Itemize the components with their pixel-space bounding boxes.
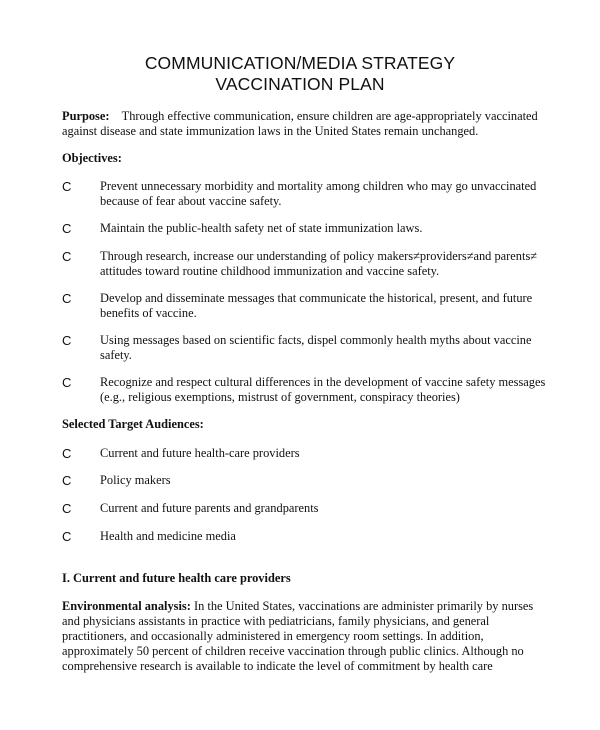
section-1-heading: I. Current and future health care providers [62, 571, 291, 585]
purpose-text: Through effective communication, ensure children are age-appropriately vaccinated against disease and state immunization laws in the United States remain unchanged. [62, 109, 538, 138]
target-audiences-heading: Selected Target Audiences: [62, 417, 204, 431]
document-title-line-1: COMMUNICATION/MEDIA STRATEGY [144, 53, 456, 73]
bullet-marker: C [62, 529, 72, 544]
purpose-label: Purpose: [62, 109, 110, 123]
objectives-heading: Objectives: [62, 151, 122, 165]
environmental-analysis-paragraph: Environmental analysis: In the United States, vaccinations are administer primarily by nurses and physicians assistants in practice with pediatricians, family physicians, and general practitioners, and occasionally administered in emergency room settings. In addition, approximately 50 percent of children receive vaccination through public clinics. Although no comprehensive research is available to indicate the level of commitment by health care [62, 599, 534, 673]
bullet-marker: C [62, 179, 72, 194]
document-page: COMMUNICATION/MEDIA STRATEGY VACCINATION PLAN Purpose: Through effective communication, ensure children are age-appropriately vaccinated against disease and state immunization laws in the United States remain unchanged. Objectives: C Prevent unnecessary morbidity and mortality among children who may go unvaccinated because of fear about vaccine safety. C Maintain the public-health safety net of state immunization laws. C Through research, increase our understanding of policy makers≠providers≠and parents≠ attitudes toward routine childhood immunization and vaccine safety. C Develop and disseminate messages that communicate the historical, present, and future benefits of vaccine. C Using messages based on scientific facts, dispel commonly health myths about vaccine safety. C Recognize and respect cultural differences in the development of vaccine safety messages (e.g., religious exemptions, mistrust of government, conspiracy theories) Selected Target Audiences: C Current and future health-care providers C Policy makers C Current and future parents and grandparents C Health and medicine media I. Current and future health care providers Environmental analysis: In the United States, vaccinations are administer primarily by nurses and physicians assistants in practice with pediatricians, family physicians, and general practitioners, and occasionally administered in emergency room settings. In addition, approximately 50 percent of children receive vaccination through public clinics. Although no comprehensive research is available to indicate the level of commitment by health care [0, 0, 600, 730]
document-title-line-2: VACCINATION PLAN [215, 74, 385, 94]
purpose-paragraph [62, 109, 572, 139]
bullet-marker: C [62, 221, 72, 236]
bullet-marker: C [62, 291, 72, 306]
environmental-analysis-label: Environmental analysis: [62, 599, 191, 613]
bullet-marker: C [62, 501, 72, 516]
bullet-marker: C [62, 473, 72, 488]
bullet-marker: C [62, 375, 72, 390]
bullet-marker: C [62, 333, 72, 348]
bullet-marker: C [62, 249, 72, 264]
bullet-marker: C [62, 446, 72, 461]
